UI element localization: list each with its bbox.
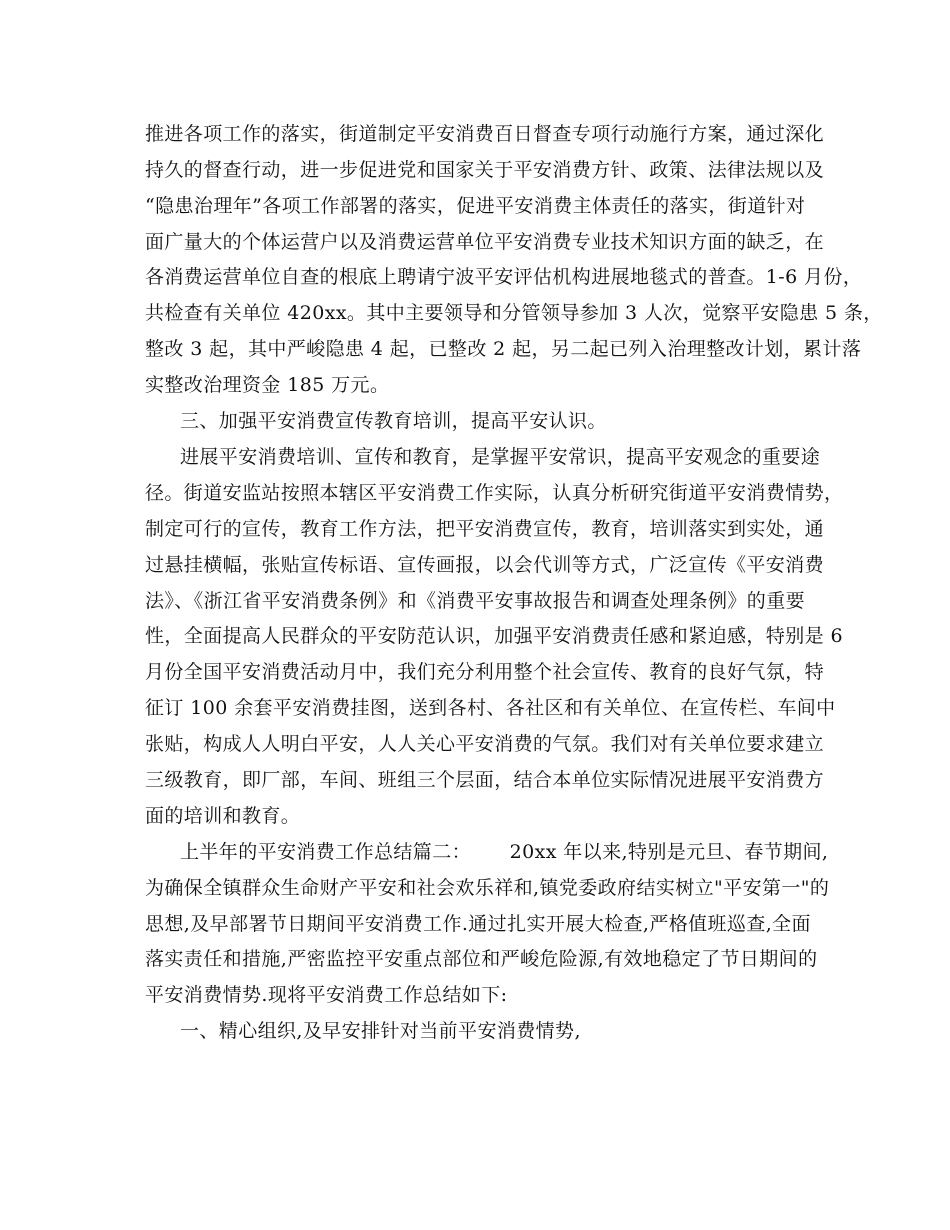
paragraph-line: 实整改治理资金 185 万元。 bbox=[145, 374, 390, 396]
paragraph-line: 法》、《浙江省平安消费条例》和《消费平安事故报告和调查处理条例》的重要 bbox=[145, 590, 806, 612]
section-heading: 一、精心组织,及早安排针对当前平安消费情势, bbox=[180, 1020, 581, 1042]
paragraph-line: 平安消费情势.现将平安消费工作总结如下: bbox=[145, 984, 508, 1006]
paragraph-line: 月份全国平安消费活动月中，我们充分利用整个社会宣传、教育的良好气氛，特 bbox=[145, 661, 825, 683]
paragraph-line: 持久的督查行动，进一步促进党和国家关于平安消费方针、政策、法律法规以及 bbox=[145, 159, 825, 181]
paragraph-line: 面广量大的个体运营户以及消费运营单位平安消费专业技术知识方面的缺乏，在 bbox=[145, 231, 825, 253]
paragraph-line: 径。街道安监站按照本辖区平安消费工作实际，认真分析研究街道平安消费情势， bbox=[145, 482, 844, 504]
section-title-line: 上半年的平安消费工作总结篇二： 20xx 年以来,特别是元旦、春节期间, bbox=[180, 841, 829, 863]
paragraph-line: 思想,及早部署节日期间平安消费工作.通过扎实开展大检查,严格值班巡查,全面 bbox=[145, 913, 811, 935]
section-heading: 三、加强平安消费宣传教育培训，提高平安认识。 bbox=[180, 410, 607, 432]
paragraph-line: 制定可行的宣传，教育工作方法，把平安消费宣传，教育，培训落实到实处，通 bbox=[145, 518, 825, 540]
paragraph-line: 推进各项工作的落实，街道制定平安消费百日督查专项行动施行方案，通过深化 bbox=[145, 123, 825, 145]
paragraph-line: 进展平安消费培训、宣传和教育，是掌握平安常识，提高平安观念的重要途 bbox=[180, 446, 821, 468]
paragraph-line: 征订 100 余套平安消费挂图，送到各村、各社区和有关单位、在宣传栏、车间中 bbox=[145, 697, 836, 719]
paragraph-line: 为确保全镇群众生命财产平安和社会欢乐祥和,镇党委政府结实树立"平安第一"的 bbox=[145, 877, 830, 899]
paragraph-line: 过悬挂横幅，张贴宣传标语、宣传画报，以会代训等方式，广泛宣传《平安消费 bbox=[145, 554, 825, 576]
paragraph-line: 落实责任和措施,严密监控平安重点部位和严峻危险源,有效地稳定了节日期间的 bbox=[145, 948, 818, 970]
paragraph-line: 各消费运营单位自查的根底上聘请宁波平安评估机构进展地毯式的普查。1-6 月份， bbox=[145, 266, 863, 288]
paragraph-line: 张贴，构成人人明白平安，人人关心平安消费的气氛。我们对有关单位要求建立 bbox=[145, 733, 825, 755]
paragraph-line: 整改 3 起，其中严峻隐患 4 起，已整改 2 起，另二起已列入治理整改计划，累计落 bbox=[145, 338, 862, 360]
paragraph-line: 面的培训和教育。 bbox=[145, 805, 301, 827]
paragraph-line: 共检查有关单位 420xx。其中主要领导和分管领导参加 3 人次，觉察平安隐患 5 条， bbox=[145, 302, 883, 324]
paragraph-line: 三级教育，即厂部，车间、班组三个层面，结合本单位实际情况进展平安消费方 bbox=[145, 769, 825, 791]
paragraph-line: 性，全面提高人民群众的平安防范认识，加强平安消费责任感和紧迫感，特别是 6 bbox=[145, 625, 843, 647]
paragraph-line: “隐患治理年”各项工作部署的落实，促进平安消费主体责任的落实，街道针对 bbox=[145, 195, 806, 217]
